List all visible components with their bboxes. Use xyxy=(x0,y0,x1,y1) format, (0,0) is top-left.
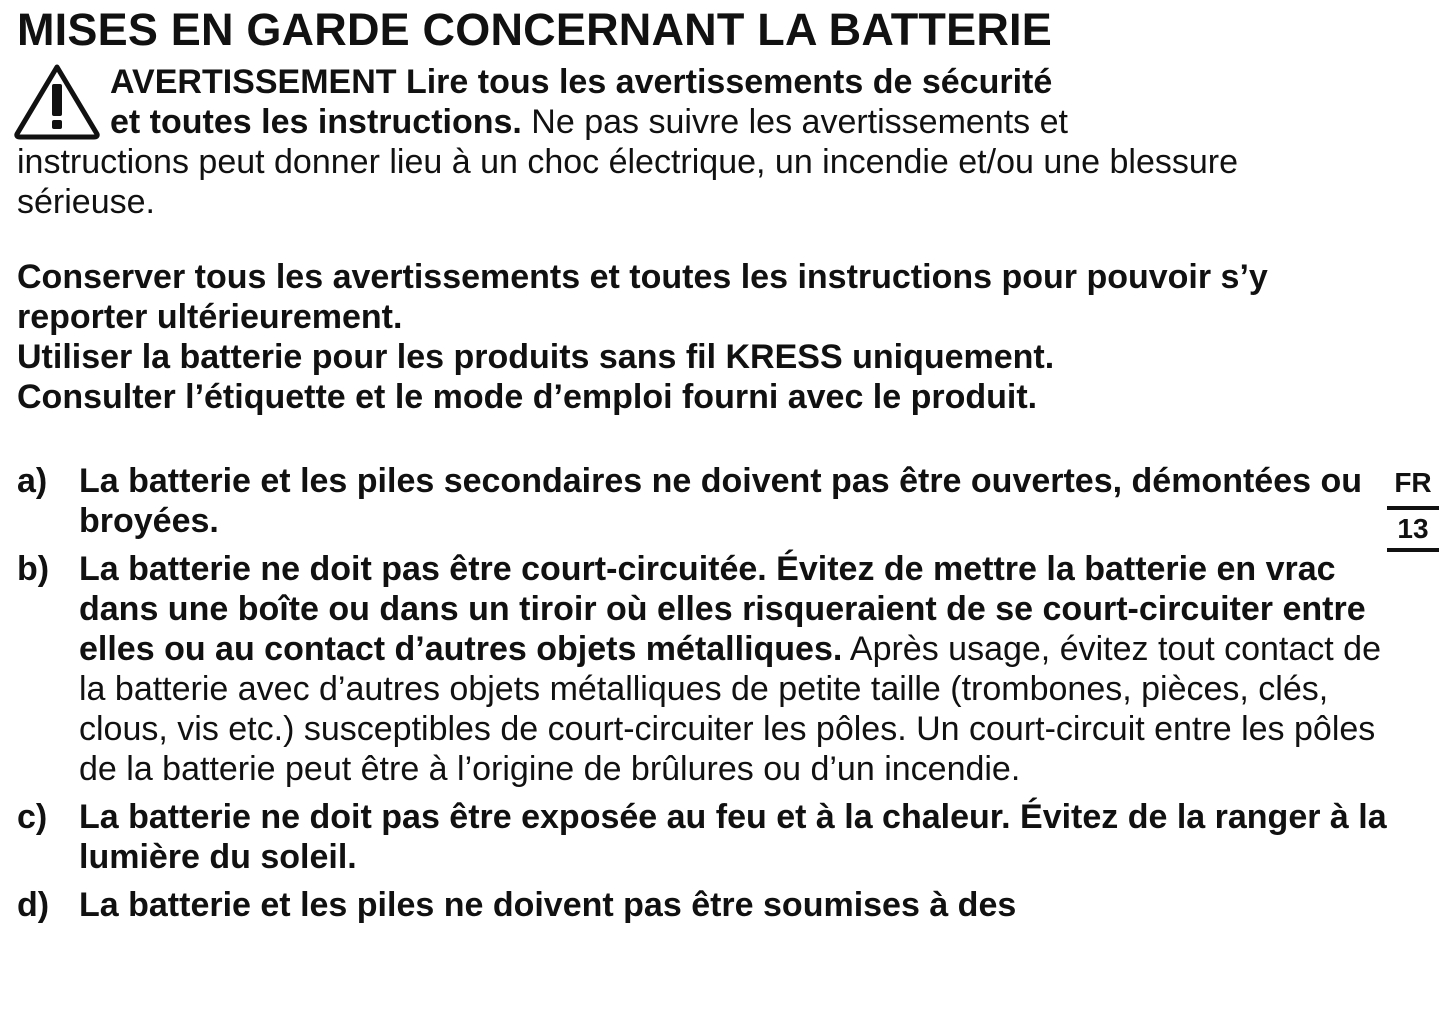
keep-instructions: Conserver tous les avertissements et toutes les instructions pour pouvoir s’y reporter ultérieurement. xyxy=(17,258,1268,336)
warning-triangle-icon xyxy=(13,62,101,140)
list-item-label: d) xyxy=(17,886,50,924)
list-item-bold: La batterie ne doit pas être exposée au feu et à la chaleur. Évitez de la ranger à la lumière du soleil. xyxy=(79,798,1387,876)
list-item-label: b) xyxy=(17,550,50,588)
list-item-bold: La batterie et les piles ne doivent pas être soumises à des xyxy=(79,886,1017,924)
list-item xyxy=(17,885,1387,925)
warning-line2-normal: Ne pas suivre les avertissements et xyxy=(521,103,1068,141)
list-item xyxy=(17,461,1387,541)
list-item-bold: La batterie ne doit pas être court-circuitée. Évitez de mettre la batterie en vrac dans une boîte ou dans un tiroir où elles risqueraient de se court-circuiter entre elles ou au contact d’autres objets métalliques. xyxy=(79,550,1366,668)
warning-heading: AVERTISSEMENT Lire tous les avertissements de sécurité xyxy=(110,63,1053,101)
safety-list xyxy=(17,461,1387,933)
list-item-text: Après usage, évitez tout contact de la batterie avec d’autres objets métalliques de petite taille (trombones, pièces, clés, clous, vis etc.) susceptibles de court-circuiter les pôles. Un court-circuit entre les pôles de la batterie peut être à l’origine de brûlures ou d’un incendie. xyxy=(79,630,1381,788)
consult-label: Consulter l’étiquette et le mode d’emploi fourni avec le produit. xyxy=(17,378,1038,416)
page-number: 13 xyxy=(1397,513,1429,544)
warning-line2 xyxy=(110,102,1068,142)
list-item xyxy=(17,797,1387,877)
warning-text: instructions peut donner lieu à un choc électrique, un incendie et/ou une blessure sérieuse. xyxy=(17,143,1239,221)
page-marker xyxy=(1384,466,1442,552)
divider xyxy=(1387,548,1439,552)
list-item-bold: La batterie et les piles secondaires ne doivent pas être ouvertes, démontées ou broyées. xyxy=(79,462,1363,540)
warning-line2-bold: et toutes les instructions. xyxy=(110,103,522,141)
language-code: FR xyxy=(1394,467,1432,498)
list-item-label: a) xyxy=(17,462,48,500)
list-item xyxy=(17,549,1387,789)
list-item-label: c) xyxy=(17,798,48,836)
instructions-block xyxy=(17,257,1377,417)
page-title: MISES EN GARDE CONCERNANT LA BATTERIE xyxy=(17,4,1052,55)
kress-only: Utiliser la batterie pour les produits sans fil KRESS uniquement. xyxy=(17,338,1055,376)
